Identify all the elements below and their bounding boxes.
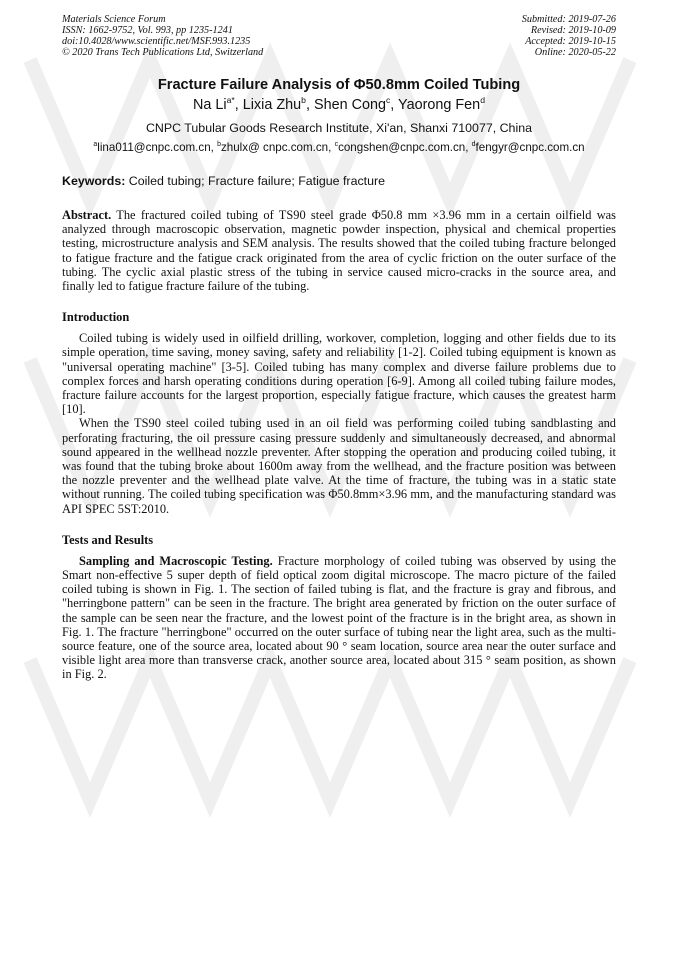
email-sup: c [334,141,339,149]
keywords-label: Keywords: [62,174,126,188]
issn-line: ISSN: 1662-9752, Vol. 993, pp 1235-1241 [62,25,233,36]
page-content [62,14,616,682]
journal-name: Materials Science Forum [62,14,166,25]
author-name: Yaorong Fen [398,97,481,113]
affiliation: CNPC Tubular Goods Research Institute, Xi'an, Shanxi 710077, China [145,121,532,135]
author-sup: d [480,95,485,106]
author-name: Shen Cong [313,97,386,113]
accepted-date: Accepted: 2019-10-15 [525,36,616,47]
email-link[interactable]: congshen@cnpc.com.cn [338,141,466,154]
email-link[interactable]: lina011@cnpc.com.cn [97,141,211,154]
intro-paragraph-1: Coiled tubing is widely used in oilfield drilling, workover, completion, logging and other fields due to its simple operation, time saving, money saving, safety and reliability [1-2]. Coiled tubing equipment is known as "universal operating machine" [3-5]. Coiled tubing has many complex and diverse failure problems due to complex forces and harsh operating conditions during operation [6-9]. Among all coiled tubing failure modes, fracture failure accounts for the largest proportion, especially fatigue fracture, which causes the greatest harm [10]. [62,331,616,417]
email-sup: d [471,141,476,149]
revised-date: Revised: 2019-10-09 [530,25,616,36]
keywords-text: Coiled tubing; Fracture failure; Fatigue fracture [125,174,386,188]
tests-paragraph [62,554,616,682]
intro-paragraph-2: When the TS90 steel coiled tubing used in an oil field was performing coiled tubing sandblasting and perforating fracturing, the oil pressure casing pressure suddenly and simultaneously decreased, and abnormal sound appeared in the wellhead nozzle preventer. After stopping the operation and producing coiled tubing, it was found that the tubing broke about 1600m away from the wellhead, and the fracture position was between the nozzle preventer and the wellhead plate valve. At the time of fracture, the tubing was in a static state without running. The coiled tubing specification was Φ50.8mm×3.96 mm, and the manufacturing standard was API SPEC 5ST:2010. [62,416,616,516]
email-link[interactable]: zhulx@ cnpc.com.cn [220,141,329,154]
author-list: Na $Li^{a*}$, Lixia Zhu$^b$, Shen Cong$^c$, Yaorong Fen$^d$ [193,95,485,113]
abstract-label: Abstract. [62,208,112,222]
tests-text: Fracture morphology of coiled tubing was observed by using the Smart non-effective 5 super depth of field optical zoom digital microscope. The macro picture of the failed coiled tubing is shown in Fig. 1. The section of failed tubing is flat, and the fracture is gray and fibrous, and "herringbone pattern" can be seen in the fracture. The bright area generated by friction on the outer surface of the sample can be seen near the fracture, and the lowest point of the fracture is in the bright area, as shown in Fig. 1. The fracture "herringbone" occurred on the outer surface of tubing near the light area, such as the multi-source feature, one of the source area, located about 90 ° seam location, source area near the outer surface and visible light area more than transverse crack, another source area, located about 315 ° seam position, as shown in Fig. 2. [62,553,616,682]
paper-title: Fracture Failure Analysis of Φ50.8mm Coiled Tubing [157,77,521,93]
email-link[interactable]: fengyr@cnpc.com.cn [475,141,585,154]
author-sup: b [301,95,306,106]
author-name: Lixia Zhu [242,97,302,113]
keywords [62,174,616,188]
online-date: Online: 2020-05-22 [534,47,616,58]
section-heading-tests: Tests and Results [62,532,154,547]
submission-dates [522,14,616,58]
email-sup: a [93,141,98,149]
publication-info [62,14,263,58]
section-heading-introduction: Introduction [62,310,130,325]
abstract-text: The fractured coiled tubing of TS90 steel grade Φ50.8 mm ×3.96 mm in a certain oilfield was analyzed through macroscopic observation, magnetic powder inspection, physical and chemical properties testing, microstructure analysis and SEM analysis. The results showed that the coiled tubing fracture belonged to fatigue fracture and the fatigue crack originated from the area of cyclic friction on the outer surface of the tubing. The cyclic axial plastic stress of the tubing in service caused micro-cracks in the source area, and finally led to fatigue fracture failure of the tubing. [62,208,616,294]
doi-line: doi:10.4028/www.scientific.net/MSF.993.1235 [62,36,251,47]
abstract [62,208,616,293]
run-in-heading: Sampling and Macroscopic Testing. [79,553,273,568]
journal-header [62,14,616,58]
author-sup: c [385,95,391,106]
email-sup: b [217,141,221,149]
email-list: $^a$lina011@cnpc.com.cn, $^b$zhulx@ cnpc.com.cn, $^c$congshen@cnpc.com.cn, $^d$fengyr@cnpc.com.cn [93,141,585,154]
author-name: Na Li [193,97,227,113]
author-sup: a* [226,95,235,106]
submitted-date: Submitted: 2019-07-26 [521,14,616,25]
copyright-line: © 2020 Trans Tech Publications Ltd, Switzerland [62,47,264,58]
